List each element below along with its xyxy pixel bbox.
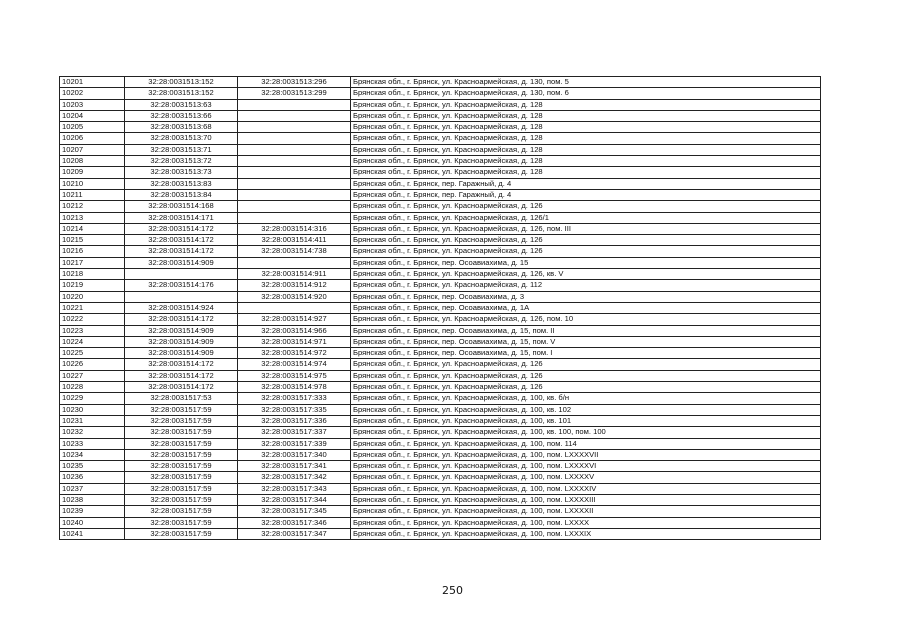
address-cell: Брянская обл., г. Брянск, ул. Красноармейская, д. 126 [351,359,821,370]
table-row [60,483,821,494]
address-cell: Брянская обл., г. Брянск, ул. Красноармейская, д. 128 [351,167,821,178]
cadastral-number-cell: 32:28:0031517:59 [125,528,238,539]
cadastral-number-cell: 32:28:0031517:59 [125,404,238,415]
cadastral-number-cell: 32:28:0031517:59 [125,517,238,528]
address-cell: Брянская обл., г. Брянск, ул. Красноармейская, д. 100, пом. LXXXXV [351,472,821,483]
premises-cadastral-number-cell: 32:28:0031517:346 [238,517,351,528]
cadastral-number-cell: 32:28:0031517:59 [125,472,238,483]
row-number-cell: 10238 [60,494,125,505]
row-number-cell: 10226 [60,359,125,370]
premises-cadastral-number-cell: 32:28:0031517:342 [238,472,351,483]
address-cell: Брянская обл., г. Брянск, ул. Красноармейская, д. 100, пом. LXXXXVI [351,461,821,472]
row-number-cell: 10227 [60,370,125,381]
table-row [60,314,821,325]
address-cell: Брянская обл., г. Брянск, ул. Красноармейская, д. 126 [351,246,821,257]
table-row [60,449,821,460]
premises-cadastral-number-cell: 32:28:0031517:339 [238,438,351,449]
table-row [60,99,821,110]
row-number-cell: 10229 [60,393,125,404]
table-row [60,348,821,359]
row-number-cell: 10223 [60,325,125,336]
address-cell: Брянская обл., г. Брянск, ул. Красноармейская, д. 128 [351,110,821,121]
cadastral-number-cell: 32:28:0031517:59 [125,461,238,472]
premises-cadastral-number-cell: 32:28:0031513:296 [238,77,351,88]
address-cell: Брянская обл., г. Брянск, ул. Красноармейская, д. 112 [351,280,821,291]
registry-table [59,76,821,540]
cadastral-number-cell: 32:28:0031514:171 [125,212,238,223]
cadastral-number-cell: 32:28:0031517:59 [125,506,238,517]
row-number-cell: 10214 [60,223,125,234]
address-cell: Брянская обл., г. Брянск, ул. Красноармейская, д. 130, пом. 6 [351,88,821,99]
row-number-cell: 10210 [60,178,125,189]
row-number-cell: 10235 [60,461,125,472]
address-cell: Брянская обл., г. Брянск, ул. Красноармейская, д. 100, пом. LXXXX [351,517,821,528]
table-row [60,212,821,223]
premises-cadastral-number-cell [238,201,351,212]
premises-cadastral-number-cell: 32:28:0031517:343 [238,483,351,494]
table-row [60,201,821,212]
address-cell: Брянская обл., г. Брянск, ул. Красноармейская, д. 100, кв. 100, пом. 100 [351,427,821,438]
table-row [60,382,821,393]
row-number-cell: 10218 [60,269,125,280]
cadastral-number-cell: 32:28:0031514:176 [125,280,238,291]
premises-cadastral-number-cell [238,212,351,223]
cadastral-number-cell: 32:28:0031514:172 [125,314,238,325]
table-row [60,77,821,88]
row-number-cell: 10205 [60,122,125,133]
cadastral-number-cell: 32:28:0031513:63 [125,99,238,110]
premises-cadastral-number-cell [238,133,351,144]
row-number-cell: 10232 [60,427,125,438]
cadastral-number-cell: 32:28:0031514:168 [125,201,238,212]
address-cell: Брянская обл., г. Брянск, пер. Осоавиахима, д. 1А [351,302,821,313]
address-cell: Брянская обл., г. Брянск, ул. Красноармейская, д. 130, пом. 5 [351,77,821,88]
table-row [60,189,821,200]
table-row [60,257,821,268]
address-cell: Брянская обл., г. Брянск, пер. Осоавиахима, д. 15, пом. II [351,325,821,336]
address-cell: Брянская обл., г. Брянск, пер. Гаражный, д. 4 [351,189,821,200]
address-cell: Брянская обл., г. Брянск, ул. Красноармейская, д. 100, пом. 114 [351,438,821,449]
address-cell: Брянская обл., г. Брянск, ул. Красноармейская, д. 126, пом. III [351,223,821,234]
address-cell: Брянская обл., г. Брянск, ул. Красноармейская, д. 100, кв. 102 [351,404,821,415]
address-cell: Брянская обл., г. Брянск, ул. Красноармейская, д. 126 [351,201,821,212]
row-number-cell: 10222 [60,314,125,325]
cadastral-number-cell: 32:28:0031513:71 [125,144,238,155]
cadastral-number-cell: 32:28:0031513:152 [125,88,238,99]
table-row [60,370,821,381]
registry-table-body [60,77,821,540]
premises-cadastral-number-cell [238,167,351,178]
premises-cadastral-number-cell: 32:28:0031514:975 [238,370,351,381]
table-row [60,122,821,133]
row-number-cell: 10224 [60,336,125,347]
cadastral-number-cell: 32:28:0031513:68 [125,122,238,133]
premises-cadastral-number-cell [238,302,351,313]
table-row [60,325,821,336]
cadastral-number-cell [125,269,238,280]
row-number-cell: 10208 [60,156,125,167]
premises-cadastral-number-cell: 32:28:0031514:927 [238,314,351,325]
address-cell: Брянская обл., г. Брянск, ул. Красноармейская, д. 126 [351,382,821,393]
table-row [60,235,821,246]
cadastral-number-cell: 32:28:0031513:66 [125,110,238,121]
address-cell: Брянская обл., г. Брянск, пер. Осоавиахима, д. 3 [351,291,821,302]
row-number-cell: 10206 [60,133,125,144]
row-number-cell: 10217 [60,257,125,268]
table-row [60,291,821,302]
table-row [60,280,821,291]
premises-cadastral-number-cell [238,189,351,200]
premises-cadastral-number-cell: 32:28:0031513:299 [238,88,351,99]
row-number-cell: 10228 [60,382,125,393]
cadastral-number-cell: 32:28:0031517:59 [125,427,238,438]
premises-cadastral-number-cell: 32:28:0031514:912 [238,280,351,291]
table-row [60,404,821,415]
cadastral-number-cell: 32:28:0031513:152 [125,77,238,88]
row-number-cell: 10221 [60,302,125,313]
row-number-cell: 10209 [60,167,125,178]
cadastral-number-cell: 32:28:0031514:172 [125,370,238,381]
premises-cadastral-number-cell: 32:28:0031514:974 [238,359,351,370]
address-cell: Брянская обл., г. Брянск, ул. Красноармейская, д. 100, пом. LXXXIX [351,528,821,539]
address-cell: Брянская обл., г. Брянск, ул. Красноармейская, д. 126, пом. 10 [351,314,821,325]
address-cell: Брянская обл., г. Брянск, ул. Красноармейская, д. 126 [351,370,821,381]
premises-cadastral-number-cell: 32:28:0031514:966 [238,325,351,336]
cadastral-number-cell: 32:28:0031517:59 [125,494,238,505]
row-number-cell: 10202 [60,88,125,99]
address-cell: Брянская обл., г. Брянск, ул. Красноармейская, д. 100, пом. LXXXXIII [351,494,821,505]
row-number-cell: 10237 [60,483,125,494]
row-number-cell: 10212 [60,201,125,212]
premises-cadastral-number-cell: 32:28:0031514:920 [238,291,351,302]
row-number-cell: 10213 [60,212,125,223]
row-number-cell: 10203 [60,99,125,110]
premises-cadastral-number-cell: 32:28:0031517:335 [238,404,351,415]
premises-cadastral-number-cell: 32:28:0031517:337 [238,427,351,438]
cadastral-number-cell: 32:28:0031514:172 [125,246,238,257]
premises-cadastral-number-cell [238,122,351,133]
address-cell: Брянская обл., г. Брянск, ул. Красноармейская, д. 100, пом. LXXXXVII [351,449,821,460]
table-row [60,223,821,234]
table-row [60,144,821,155]
premises-cadastral-number-cell: 32:28:0031514:316 [238,223,351,234]
address-cell: Брянская обл., г. Брянск, пер. Осоавиахима, д. 15, пом. I [351,348,821,359]
cadastral-number-cell: 32:28:0031513:84 [125,189,238,200]
premises-cadastral-number-cell [238,178,351,189]
premises-cadastral-number-cell: 32:28:0031517:340 [238,449,351,460]
address-cell: Брянская обл., г. Брянск, ул. Красноармейская, д. 128 [351,122,821,133]
table-row [60,517,821,528]
premises-cadastral-number-cell: 32:28:0031517:336 [238,415,351,426]
cadastral-number-cell: 32:28:0031514:909 [125,348,238,359]
address-cell: Брянская обл., г. Брянск, ул. Красноармейская, д. 126, кв. V [351,269,821,280]
row-number-cell: 10201 [60,77,125,88]
premises-cadastral-number-cell: 32:28:0031517:347 [238,528,351,539]
premises-cadastral-number-cell: 32:28:0031514:978 [238,382,351,393]
table-row [60,336,821,347]
page-number: 250 [442,584,463,597]
address-cell: Брянская обл., г. Брянск, ул. Красноармейская, д. 128 [351,99,821,110]
cadastral-number-cell: 32:28:0031514:172 [125,382,238,393]
row-number-cell: 10234 [60,449,125,460]
table-row [60,438,821,449]
address-cell: Брянская обл., г. Брянск, ул. Красноармейская, д. 128 [351,144,821,155]
premises-cadastral-number-cell: 32:28:0031517:333 [238,393,351,404]
table-row [60,269,821,280]
cadastral-number-cell: 32:28:0031514:909 [125,257,238,268]
cadastral-number-cell: 32:28:0031517:53 [125,393,238,404]
cadastral-number-cell: 32:28:0031517:59 [125,449,238,460]
cadastral-number-cell: 32:28:0031513:73 [125,167,238,178]
row-number-cell: 10225 [60,348,125,359]
address-cell: Брянская обл., г. Брянск, пер. Осоавиахима, д. 15, пом. V [351,336,821,347]
row-number-cell: 10211 [60,189,125,200]
row-number-cell: 10236 [60,472,125,483]
premises-cadastral-number-cell [238,257,351,268]
premises-cadastral-number-cell: 32:28:0031514:738 [238,246,351,257]
cadastral-number-cell: 32:28:0031514:924 [125,302,238,313]
table-row [60,472,821,483]
address-cell: Брянская обл., г. Брянск, ул. Красноармейская, д. 100, кв. б/н [351,393,821,404]
address-cell: Брянская обл., г. Брянск, пер. Осоавиахима, д. 15 [351,257,821,268]
table-row [60,167,821,178]
address-cell: Брянская обл., г. Брянск, ул. Красноармейская, д. 100, пом. LXXXXIV [351,483,821,494]
premises-cadastral-number-cell: 32:28:0031514:971 [238,336,351,347]
row-number-cell: 10231 [60,415,125,426]
row-number-cell: 10215 [60,235,125,246]
row-number-cell: 10239 [60,506,125,517]
table-row [60,302,821,313]
premises-cadastral-number-cell [238,156,351,167]
table-row [60,88,821,99]
premises-cadastral-number-cell: 32:28:0031517:341 [238,461,351,472]
premises-cadastral-number-cell [238,99,351,110]
premises-cadastral-number-cell: 32:28:0031514:411 [238,235,351,246]
cadastral-number-cell: 32:28:0031514:172 [125,359,238,370]
address-cell: Брянская обл., г. Брянск, ул. Красноармейская, д. 100, пом. LXXXXII [351,506,821,517]
table-row [60,393,821,404]
table-row [60,110,821,121]
premises-cadastral-number-cell [238,110,351,121]
premises-cadastral-number-cell [238,144,351,155]
row-number-cell: 10241 [60,528,125,539]
address-cell: Брянская обл., г. Брянск, ул. Красноармейская, д. 128 [351,156,821,167]
cadastral-number-cell: 32:28:0031514:172 [125,223,238,234]
cadastral-number-cell [125,291,238,302]
premises-cadastral-number-cell: 32:28:0031514:911 [238,269,351,280]
table-row [60,461,821,472]
row-number-cell: 10207 [60,144,125,155]
table-row [60,506,821,517]
table-row [60,178,821,189]
table-row [60,415,821,426]
cadastral-number-cell: 32:28:0031514:909 [125,336,238,347]
address-cell: Брянская обл., г. Брянск, ул. Красноармейская, д. 126/1 [351,212,821,223]
cadastral-number-cell: 32:28:0031513:83 [125,178,238,189]
cadastral-number-cell: 32:28:0031514:909 [125,325,238,336]
cadastral-number-cell: 32:28:0031514:172 [125,235,238,246]
row-number-cell: 10233 [60,438,125,449]
row-number-cell: 10216 [60,246,125,257]
cadastral-number-cell: 32:28:0031513:70 [125,133,238,144]
premises-cadastral-number-cell: 32:28:0031517:345 [238,506,351,517]
premises-cadastral-number-cell: 32:28:0031517:344 [238,494,351,505]
premises-cadastral-number-cell: 32:28:0031514:972 [238,348,351,359]
cadastral-number-cell: 32:28:0031513:72 [125,156,238,167]
address-cell: Брянская обл., г. Брянск, пер. Гаражный, д. 4 [351,178,821,189]
address-cell: Брянская обл., г. Брянск, ул. Красноармейская, д. 100, кв. 101 [351,415,821,426]
table-row [60,528,821,539]
table-row [60,427,821,438]
table-row [60,133,821,144]
table-row [60,359,821,370]
cadastral-number-cell: 32:28:0031517:59 [125,438,238,449]
table-row [60,494,821,505]
table-row [60,156,821,167]
table-row [60,246,821,257]
row-number-cell: 10204 [60,110,125,121]
row-number-cell: 10220 [60,291,125,302]
row-number-cell: 10240 [60,517,125,528]
cadastral-number-cell: 32:28:0031517:59 [125,415,238,426]
address-cell: Брянская обл., г. Брянск, ул. Красноармейская, д. 128 [351,133,821,144]
address-cell: Брянская обл., г. Брянск, ул. Красноармейская, д. 126 [351,235,821,246]
row-number-cell: 10219 [60,280,125,291]
row-number-cell: 10230 [60,404,125,415]
cadastral-number-cell: 32:28:0031517:59 [125,483,238,494]
